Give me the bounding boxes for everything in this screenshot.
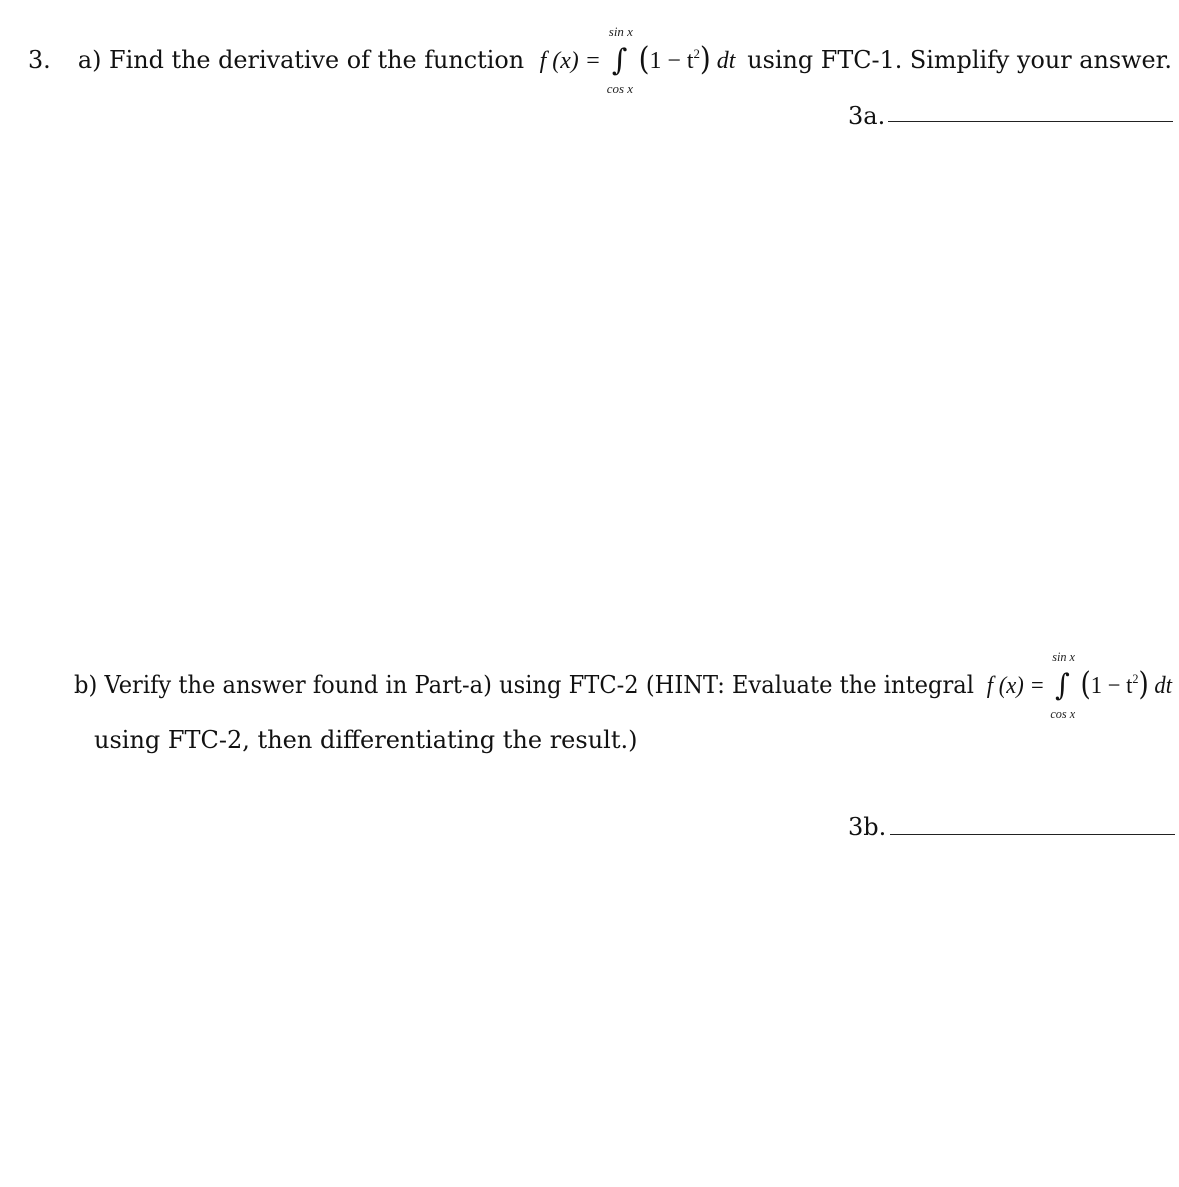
open-paren-b: ( xyxy=(1080,664,1091,703)
integrand-a: 1 − t xyxy=(649,48,694,74)
differential-a: dt xyxy=(716,48,736,74)
integral-symbol-a: ∫ xyxy=(611,43,628,79)
exponent-b: 2 xyxy=(1132,671,1139,686)
close-paren-a: ) xyxy=(699,39,711,78)
upper-limit-a: sin x xyxy=(608,24,633,40)
part-b-text-line1: b) Verify the answer found in Part-a) using FTC-2 (HINT: Evaluate the integral xyxy=(74,671,974,699)
integrand-b: 1 − t xyxy=(1090,673,1133,699)
formula-lhs-b: f (x) = xyxy=(986,673,1045,699)
exponent-a: 2 xyxy=(693,46,700,61)
upper-limit-b: sin x xyxy=(1052,649,1075,665)
integral-sign-b xyxy=(1050,649,1076,722)
answer-3b-blank[interactable] xyxy=(890,834,1175,835)
open-paren-a: ( xyxy=(638,39,650,78)
problem-3b-statement xyxy=(74,649,1172,722)
part-a-text-before: a) Find the derivative of the function xyxy=(77,46,525,74)
answer-3a-blank[interactable] xyxy=(888,121,1173,122)
problem-3a-statement xyxy=(28,24,1173,97)
problem-3b-continuation xyxy=(94,725,637,755)
formula-lhs: f (x) = xyxy=(539,48,601,74)
problem-number: 3. xyxy=(28,46,51,74)
answer-3b-label: 3b. xyxy=(848,813,887,841)
part-a-text-after: using FTC-1. Simplify your answer. xyxy=(747,46,1173,74)
answer-3b-row xyxy=(848,812,886,842)
formula-b xyxy=(986,649,1172,722)
integral-sign-a xyxy=(606,24,634,97)
integral-symbol-b: ∫ xyxy=(1055,668,1070,704)
lower-limit-a: cos x xyxy=(606,81,634,97)
differential-b: dt xyxy=(1154,673,1172,699)
formula-a xyxy=(539,24,742,97)
part-b-text-line2: using FTC-2, then differentiating the result.) xyxy=(94,726,638,754)
answer-3a-label: 3a. xyxy=(848,102,886,130)
answer-3a-row xyxy=(848,101,885,131)
lower-limit-b: cos x xyxy=(1050,706,1076,722)
close-paren-b: ) xyxy=(1138,664,1149,703)
